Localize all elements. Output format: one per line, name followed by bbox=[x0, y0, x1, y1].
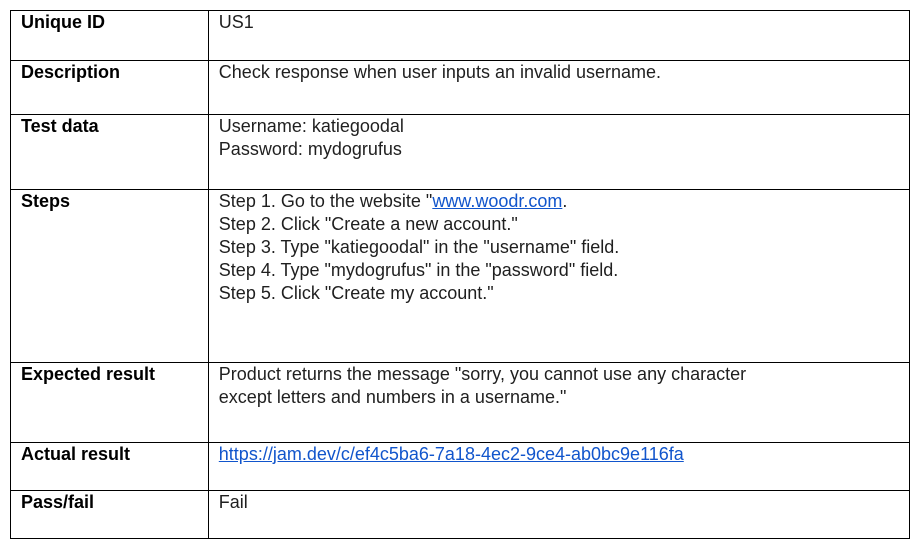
steps-value bbox=[208, 190, 909, 363]
row-actual-result bbox=[11, 443, 910, 491]
expected-result-line-2: except letters and numbers in a username." bbox=[218, 387, 567, 407]
pass-fail-value: Fail bbox=[208, 491, 909, 539]
test-case-table bbox=[10, 10, 910, 539]
test-case-container bbox=[10, 10, 910, 539]
step-4: Step 4. Type "mydogrufus" in the "password" field. bbox=[218, 260, 619, 280]
expected-result-label: Expected result bbox=[11, 363, 209, 443]
test-data-password: Password: mydogrufus bbox=[218, 139, 402, 159]
row-steps bbox=[11, 190, 910, 363]
actual-result-link[interactable]: https://jam.dev/c/ef4c5ba6-7a18-4ec2-9ce4-ab0bc9e116fa bbox=[218, 444, 684, 464]
pass-fail-label: Pass/fail bbox=[11, 491, 209, 539]
expected-result-line-1: Product returns the message "sorry, you cannot use any character bbox=[218, 364, 747, 384]
row-unique-id bbox=[11, 11, 910, 61]
test-data-username: Username: katiegoodal bbox=[218, 116, 404, 136]
test-data-value bbox=[208, 115, 909, 190]
step-1-suffix: . bbox=[562, 191, 568, 211]
row-test-data bbox=[11, 115, 910, 190]
step-5: Step 5. Click "Create my account." bbox=[218, 283, 494, 303]
description-label: Description bbox=[11, 61, 209, 115]
test-data-label: Test data bbox=[11, 115, 209, 190]
unique-id-label: Unique ID bbox=[11, 11, 209, 61]
row-expected-result bbox=[11, 363, 910, 443]
step-1-text: Step 1. Go to the website " bbox=[218, 191, 433, 211]
row-pass-fail bbox=[11, 491, 910, 539]
step-1 bbox=[219, 190, 899, 213]
unique-id-value: US1 bbox=[208, 11, 909, 61]
expected-result-value bbox=[208, 363, 909, 443]
actual-result-label: Actual result bbox=[11, 443, 209, 491]
step-2: Step 2. Click "Create a new account." bbox=[218, 214, 518, 234]
actual-result-value bbox=[208, 443, 909, 491]
row-description bbox=[11, 61, 910, 115]
description-value: Check response when user inputs an invalid username. bbox=[208, 61, 909, 115]
steps-label: Steps bbox=[11, 190, 209, 363]
step-3: Step 3. Type "katiegoodal" in the "username" field. bbox=[218, 237, 620, 257]
website-link[interactable]: www.woodr.com bbox=[432, 191, 563, 211]
